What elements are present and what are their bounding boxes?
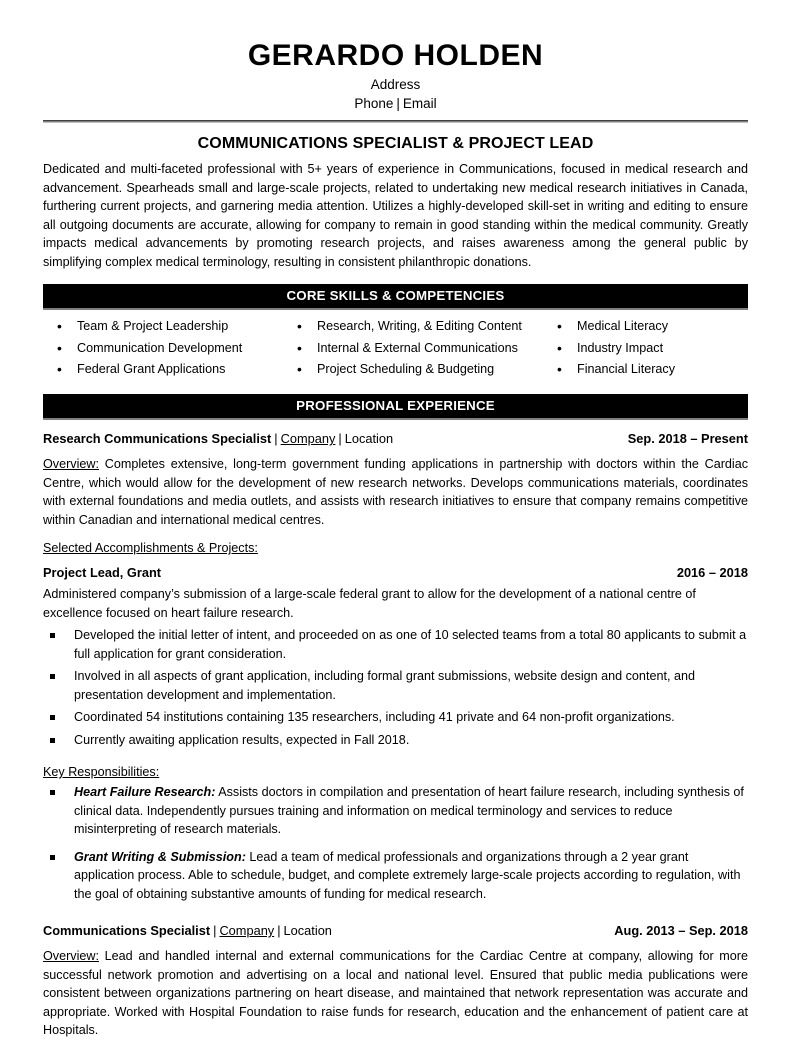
- professional-summary: Dedicated and multi-faceted professional with 5+ years of experience in Communications, focused in medical research and advancement. Spearheads small and large-scale projects, related to undertaking new medical research initiatives in Canada, furthering current projects, and garnering media attention. Utilizes a highly-developed skill-set in writing and editing to ensure all outgoing documents are accurate, allowing for company to remain in good standing within the medical community. Greatly impacts medical advancements by promoting research projects, and raises awareness among the general public by simplifying complex medical terminology, resulting in consistent philanthropic donations.: [43, 162, 748, 269]
- skill-item: • Communication Development: [43, 339, 283, 360]
- job-company: Company: [219, 923, 275, 939]
- skill-item: • Federal Grant Applications: [43, 360, 283, 381]
- project-title: Project Lead, Grant: [43, 565, 162, 581]
- contact-email: Email: [402, 96, 437, 112]
- job-separator: |: [274, 431, 278, 447]
- responsibility-text: Lead a team of medical professionals and organizations through a 2 year grant application process. Able to schedule, budget, and complete extremely large-scale projects according to regulation, with the goal of obtaining substantive amounts of funding for medical research.: [74, 849, 741, 901]
- list-item: [43, 783, 748, 848]
- skill-item: • Financial Literacy: [543, 360, 675, 381]
- list-item: Coordinated 54 institutions containing 135 researchers, including 41 private and 64 non-profit organizations.: [43, 708, 748, 731]
- job-title: Research Communications Specialist: [43, 431, 272, 447]
- job-company: Company: [280, 431, 336, 447]
- job-dates: Sep. 2018 – Present: [627, 431, 748, 447]
- skill-item: • Research, Writing, & Editing Content: [283, 317, 543, 338]
- overview-text: Completes extensive, long-term government funding applications in partnership with doctors within the Cardiac Centre, which would allow for the development of new research networks. Develops communications materials, coordinates with external foundations and media outlets, and assists with research initiatives to ensure that company remains competitive within Canadian and international medical centres.: [43, 457, 748, 527]
- skills-column-2: [283, 317, 543, 381]
- skill-item: • Medical Literacy: [543, 317, 675, 338]
- job-header: [43, 912, 748, 938]
- responsibilities-heading: Key Responsibilities:: [43, 765, 160, 780]
- responsibilities-list: [43, 779, 748, 912]
- responsibility-text: Assists doctors in compilation and presentation of heart failure research, including synthesis of clinical data. Independently pursues training and information on medical terminology and services to reduce misinterpreting of research materials.: [74, 785, 744, 837]
- job-overview: [43, 446, 748, 529]
- job-title-line: [43, 923, 332, 938]
- skills-column-3: [543, 317, 675, 381]
- overview-label: Overview:: [43, 949, 99, 964]
- contact-separator: |: [396, 96, 400, 112]
- section-header-core-skills: CORE SKILLS & COMPETENCIES: [43, 284, 748, 310]
- list-item: [43, 848, 748, 913]
- skill-item: • Team & Project Leadership: [43, 317, 283, 338]
- candidate-name: GERARDO HOLDEN: [247, 39, 544, 72]
- project-dates: 2016 – 2018: [676, 565, 748, 581]
- responsibility-lead: Heart Failure Research:: [74, 785, 216, 800]
- list-item: Developed the initial letter of intent, and proceeded on as one of 10 selected teams from a total 80 applicants to submit a full application for grant consideration.: [43, 626, 748, 667]
- job-separator: |: [213, 923, 217, 939]
- accomplishments-heading: Selected Accomplishments & Projects:: [43, 541, 258, 556]
- job-overview: [43, 938, 748, 1040]
- section-header-professional-experience: PROFESSIONAL EXPERIENCE: [43, 394, 748, 420]
- skill-item: • Industry Impact: [543, 339, 675, 360]
- professional-headline: COMMUNICATIONS SPECIALIST & PROJECT LEAD: [197, 135, 594, 153]
- job-separator: |: [277, 923, 281, 939]
- job-separator: |: [338, 431, 342, 447]
- skill-item: • Project Scheduling & Budgeting: [283, 360, 543, 381]
- project-bullet-list: [43, 622, 748, 753]
- contact-address: Address: [370, 77, 421, 92]
- project-header: [43, 555, 748, 580]
- job-title-line: [43, 431, 393, 446]
- job-title: Communications Specialist: [43, 923, 211, 939]
- list-item: Involved in all aspects of grant application, including formal grant submissions, website design and content, and presentation development and implementation.: [43, 667, 748, 708]
- overview-text: Lead and handled internal and external communications for the Cardiac Centre at company, allowing for more successful network promotion and advertising on a local and national level. Ensured that public media publications were consistent between organizations partnering on heart disease, and maintained that network representation was accurate and appropriate. Worked with Hospital Foundation to raise funds for research, education and the enhancement of patient care at Hospitals.: [43, 949, 748, 1038]
- contact-phone-email: [43, 94, 748, 113]
- core-skills-list: [43, 310, 748, 381]
- contact-phone: Phone: [354, 96, 394, 112]
- overview-label: Overview:: [43, 457, 99, 472]
- project-description: Administered company’s submission of a large-scale federal grant to allow for the development of a national centre of excellence focused on heart failure research.: [43, 587, 696, 620]
- list-item: Currently awaiting application results, expected in Fall 2018.: [43, 731, 748, 754]
- job-header: [43, 420, 748, 446]
- skills-column-1: [43, 317, 283, 381]
- job-location: Location: [344, 431, 394, 447]
- skill-item: • Internal & External Communications: [283, 339, 543, 360]
- responsibility-lead: Grant Writing & Submission:: [74, 849, 246, 864]
- job-location: Location: [283, 923, 332, 939]
- job-dates: Aug. 2013 – Sep. 2018: [614, 923, 748, 939]
